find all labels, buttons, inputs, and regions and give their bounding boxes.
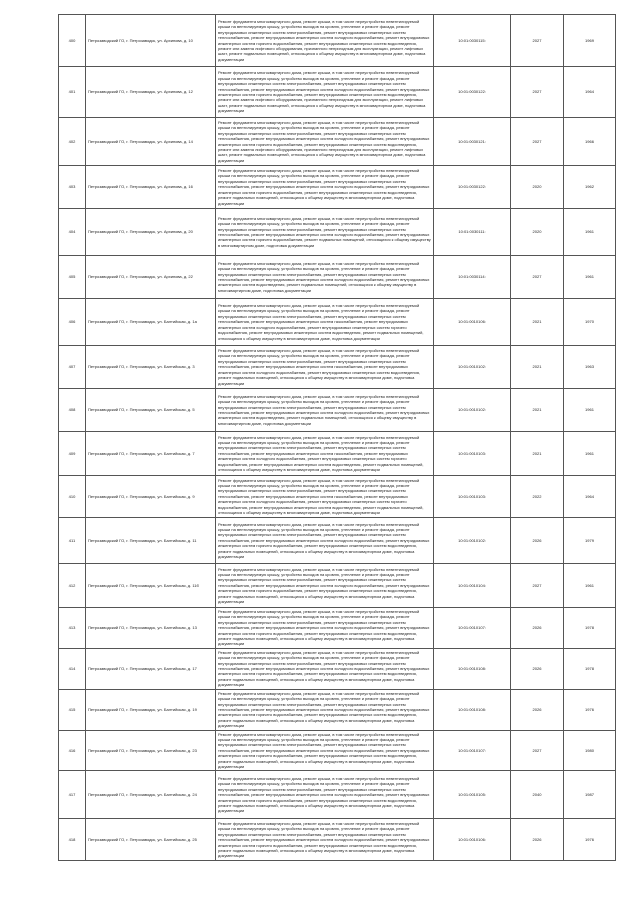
row-number: 405	[59, 256, 86, 299]
row-number: 411	[59, 518, 86, 564]
cadastral-number: 10:01:0010108:	[434, 648, 511, 689]
table-row	[59, 432, 616, 476]
table-row	[59, 648, 616, 689]
cadastral-number: 10:01:0010102:	[434, 346, 511, 389]
planned-year: 2021	[511, 346, 564, 389]
house-address: Петрозаводский ГО, г. Петрозаводск, ул. Балтийская, д. 9	[86, 476, 216, 518]
house-address: Петрозаводский ГО, г. Петрозаводск, ул. Балтийская, д. 24	[86, 771, 216, 819]
cadastral-number: 10:01:0010105:	[434, 771, 511, 819]
house-address: Петрозаводский ГО, г. Петрозаводск, ул. Архипова, д. 16	[86, 166, 216, 209]
construction-year: 1976	[564, 819, 616, 861]
cadastral-number: 10:01:0010102:	[434, 518, 511, 564]
works-list: Ремонт фундамента многоквартирного дома, ремонт крыши, в том числе переустройство невентилируемой крыши на вентилируемую крышу, устройство выходов на кровлю, утепление и ремонт фасада, ремонт внутридомовых инженерных систем электроснабжения, ремонт внутридомовых инженерных систем теплоснабжения, ремонт внутридомовых инженерных систем газоснабжения, ремонт внутридомовых инженерных систем холодного водоснабжения, ремонт внутридомовых инженерных систем горячего водоснабжения, ремонт внутридомовых инженерных систем водоотведения, ремонт подвальных помещений, относящихся к общему имуществу в многоквартирном доме, подготовка документации	[216, 432, 434, 476]
cadastral-number: 10:01:0030122:	[434, 166, 511, 209]
construction-year: 1970	[564, 299, 616, 346]
house-address: Петрозаводский ГО, г. Петрозаводск, ул. Балтийская, д. 7	[86, 432, 216, 476]
house-address: Петрозаводский ГО, г. Петрозаводск, ул. Балтийская, д. 23	[86, 730, 216, 771]
row-number: 406	[59, 299, 86, 346]
row-number: 404	[59, 209, 86, 256]
works-list: Ремонт фундамента многоквартирного дома, ремонт крыши, в том числе переустройство невентилируемой крыши на вентилируемую крышу, устройство выходов на кровлю, утепление и ремонт фасада, ремонт внутридомовых инженерных систем электроснабжения, ремонт внутридомовых инженерных систем теплоснабжения, ремонт внутридомовых инженерных систем холодного водоснабжения, ремонт внутридомовых инженерных систем горячего водоснабжения, ремонт подвальных помещений, относящихся к общему имуществу в многоквартирном доме, подготовка документации	[216, 209, 434, 256]
works-list: Ремонт фундамента многоквартирного дома, ремонт крыши, в том числе переустройство невентилируемой крыши на вентилируемую крышу, устройство выходов на кровлю, утепление и ремонт фасада, ремонт внутридомовых инженерных систем электроснабжения, ремонт внутридомовых инженерных систем теплоснабжения, ремонт внутридомовых инженерных систем холодного водоснабжения, ремонт внутридомовых инженерных систем горячего водоснабжения, ремонт внутридомовых инженерных систем водоотведения, ремонт или замена лифтового оборудования, признанного непригодным для эксплуатации, ремонт лифтовых шахт, ремонт подвальных помещений, относящихся к общему имуществу в многоквартирном доме, подготовка документации	[216, 67, 434, 118]
planned-year: 2021	[511, 299, 564, 346]
house-address: Петрозаводский ГО, г. Петрозаводск, ул. Балтийская, д. 11б	[86, 564, 216, 608]
construction-year: 1966	[564, 118, 616, 166]
cadastral-number: 10:01:0010108:	[434, 689, 511, 730]
construction-year: 1964	[564, 476, 616, 518]
table-row	[59, 518, 616, 564]
planned-year: 2027	[511, 15, 564, 67]
planned-year: 2022	[511, 476, 564, 518]
house-address: Петрозаводский ГО, г. Петрозаводск, ул. Архипова, д. 10	[86, 15, 216, 67]
house-address: Петрозаводский ГО, г. Петрозаводск, ул. Балтийская, д. 1а	[86, 299, 216, 346]
works-list: Ремонт фундамента многоквартирного дома, ремонт крыши, в том числе переустройство невентилируемой крыши на вентилируемую крышу, устройство выходов на кровлю, утепление и ремонт фасада, ремонт внутридомовых инженерных систем электроснабжения, ремонт внутридомовых инженерных систем теплоснабжения, ремонт внутридомовых инженерных систем холодного водоснабжения, ремонт внутридомовых инженерных систем горячего водоснабжения, ремонт внутридомовых инженерных систем водоотведения, ремонт подвальных помещений, относящихся к общему имуществу в многоквартирном доме, подготовка документации	[216, 166, 434, 209]
cadastral-number: 10:01:0030121:	[434, 118, 511, 166]
table-row	[59, 476, 616, 518]
cadastral-number: 10:01:0030114:	[434, 256, 511, 299]
works-list: Ремонт фундамента многоквартирного дома, ремонт крыши, в том числе переустройство невентилируемой крыши на вентилируемую крышу, устройство выходов на кровлю, утепление и ремонт фасада, ремонт внутридомовых инженерных систем электроснабжения, ремонт внутридомовых инженерных систем теплоснабжения, ремонт внутридомовых инженерных систем газоснабжения, ремонт внутридомовых инженерных систем холодного водоснабжения, ремонт внутридомовых инженерных систем водоотведения, ремонт подвальных помещений, относящихся к общему имуществу в многоквартирном доме, подготовка документации	[216, 346, 434, 389]
cadastral-number: 10:01:0010106:	[434, 819, 511, 861]
planned-year: 2026	[511, 608, 564, 649]
cadastral-number: 10:01:0030122:	[434, 67, 511, 118]
works-list: Ремонт фундамента многоквартирного дома, ремонт крыши, в том числе переустройство невентилируемой крыши на вентилируемую крышу, устройство выходов на кровлю, утепление и ремонт фасада, ремонт внутридомовых инженерных систем электроснабжения, ремонт внутридомовых инженерных систем теплоснабжения, ремонт внутридомовых инженерных систем холодного водоснабжения, ремонт внутридомовых инженерных систем водоотведения, ремонт подвальных помещений, относящихся к общему имуществу в многоквартирном доме, подготовка документации	[216, 256, 434, 299]
row-number: 407	[59, 346, 86, 389]
planned-year: 2027	[511, 256, 564, 299]
house-address: Петрозаводский ГО, г. Петрозаводск, ул. Архипова, д. 22	[86, 256, 216, 299]
works-list: Ремонт фундамента многоквартирного дома, ремонт крыши, в том числе переустройство невентилируемой крыши на вентилируемую крышу, устройство выходов на кровлю, утепление и ремонт фасада, ремонт внутридомовых инженерных систем электроснабжения, ремонт внутридомовых инженерных систем теплоснабжения, ремонт внутридомовых инженерных систем холодного водоснабжения, ремонт внутридомовых инженерных систем горячего водоснабжения, ремонт внутридомовых инженерных систем водоотведения, ремонт или замена лифтового оборудования, признанного непригодным для эксплуатации, ремонт лифтовых шахт, ремонт подвальных помещений, относящихся к общему имуществу в многоквартирном доме, подготовка документации	[216, 118, 434, 166]
construction-year: 1976	[564, 689, 616, 730]
construction-year: 1978	[564, 648, 616, 689]
works-list: Ремонт фундамента многоквартирного дома, ремонт крыши, в том числе переустройство невентилируемой крыши на вентилируемую крышу, устройство выходов на кровлю, утепление и ремонт фасада, ремонт внутридомовых инженерных систем электроснабжения, ремонт внутридомовых инженерных систем теплоснабжения, ремонт внутридомовых инженерных систем холодного водоснабжения, ремонт внутридомовых инженерных систем горячего водоснабжения, ремонт внутридомовых инженерных систем водоотведения, ремонт подвальных помещений, относящихся к общему имуществу в многоквартирном доме, подготовка документации	[216, 689, 434, 730]
planned-year: 2027	[511, 730, 564, 771]
house-address: Петрозаводский ГО, г. Петрозаводск, ул. Балтийская, д. 3	[86, 346, 216, 389]
table-row	[59, 67, 616, 118]
table-body	[59, 15, 616, 861]
house-address: Петрозаводский ГО, г. Петрозаводск, ул. Балтийская, д. 25	[86, 819, 216, 861]
planned-year: 2021	[511, 432, 564, 476]
house-address: Петрозаводский ГО, г. Петрозаводск, ул. Балтийская, д. 5	[86, 389, 216, 432]
works-list: Ремонт фундамента многоквартирного дома, ремонт крыши, в том числе переустройство невентилируемой крыши на вентилируемую крышу, устройство выходов на кровлю, утепление и ремонт фасада, ремонт внутридомовых инженерных систем электроснабжения, ремонт внутридомовых инженерных систем теплоснабжения, ремонт внутридомовых инженерных систем холодного водоснабжения, ремонт внутридомовых инженерных систем горячего водоснабжения, ремонт внутридомовых инженерных систем водоотведения, ремонт подвальных помещений, относящихся к общему имуществу в многоквартирном доме, подготовка документации	[216, 608, 434, 649]
works-list: Ремонт фундамента многоквартирного дома, ремонт крыши, в том числе переустройство невентилируемой крыши на вентилируемую крышу, устройство выходов на кровлю, утепление и ремонт фасада, ремонт внутридомовых инженерных систем электроснабжения, ремонт внутридомовых инженерных систем теплоснабжения, ремонт внутридомовых инженерных систем газоснабжения, ремонт внутридомовых инженерных систем холодного водоснабжения, ремонт внутридомовых инженерных систем горячего водоснабжения, ремонт внутридомовых инженерных систем водоотведения, ремонт подвальных помещений, относящихся к общему имуществу в многоквартирном доме, подготовка документации	[216, 476, 434, 518]
construction-year: 1961	[564, 432, 616, 476]
row-number: 402	[59, 118, 86, 166]
works-list: Ремонт фундамента многоквартирного дома, ремонт крыши, в том числе переустройство невентилируемой крыши на вентилируемую крышу, устройство выходов на кровлю, утепление и ремонт фасада, ремонт внутридомовых инженерных систем электроснабжения, ремонт внутридомовых инженерных систем теплоснабжения, ремонт внутридомовых инженерных систем газоснабжения, ремонт внутридомовых инженерных систем холодного водоснабжения, ремонт внутридомовых инженерных систем горячего водоснабжения, ремонт внутридомовых инженерных систем водоотведения, ремонт подвальных помещений, относящихся к общему имуществу в многоквартирном доме, подготовка документации	[216, 299, 434, 346]
planned-year: 2020	[511, 166, 564, 209]
row-number: 408	[59, 389, 86, 432]
construction-year: 1987	[564, 771, 616, 819]
works-list: Ремонт фундамента многоквартирного дома, ремонт крыши, в том числе переустройство невентилируемой крыши на вентилируемую крышу, устройство выходов на кровлю, утепление и ремонт фасада, ремонт внутридомовых инженерных систем электроснабжения, ремонт внутридомовых инженерных систем теплоснабжения, ремонт внутридомовых инженерных систем холодного водоснабжения, ремонт внутридомовых инженерных систем горячего водоснабжения, ремонт внутридомовых инженерных систем водоотведения, ремонт подвальных помещений, относящихся к общему имуществу в многоквартирном доме, подготовка документации	[216, 730, 434, 771]
works-list: Ремонт фундамента многоквартирного дома, ремонт крыши, в том числе переустройство невентилируемой крыши на вентилируемую крышу, устройство выходов на кровлю, утепление и ремонт фасада, ремонт внутридомовых инженерных систем электроснабжения, ремонт внутридомовых инженерных систем теплоснабжения, ремонт внутридомовых инженерных систем холодного водоснабжения, ремонт внутридомовых инженерных систем горячего водоснабжения, ремонт внутридомовых инженерных систем водоотведения, ремонт или замена лифтового оборудования, признанного непригодным для эксплуатации, ремонт лифтовых шахт, ремонт подвальных помещений, относящихся к общему имуществу в многоквартирном доме, подготовка документации	[216, 15, 434, 67]
construction-year: 1961	[564, 209, 616, 256]
row-number: 403	[59, 166, 86, 209]
row-number: 410	[59, 476, 86, 518]
house-address: Петрозаводский ГО, г. Петрозаводск, ул. Балтийская, д. 17	[86, 648, 216, 689]
planned-year: 2027	[511, 564, 564, 608]
table-row	[59, 15, 616, 67]
works-list: Ремонт фундамента многоквартирного дома, ремонт крыши, в том числе переустройство невентилируемой крыши на вентилируемую крышу, устройство выходов на кровлю, утепление и ремонт фасада, ремонт внутридомовых инженерных систем электроснабжения, ремонт внутридомовых инженерных систем теплоснабжения, ремонт внутридомовых инженерных систем холодного водоснабжения, ремонт внутридомовых инженерных систем горячего водоснабжения, ремонт внутридомовых инженерных систем водоотведения, ремонт подвальных помещений, относящихся к общему имуществу в многоквартирном доме, подготовка документации	[216, 564, 434, 608]
cadastral-number: 10:01:0010106:	[434, 299, 511, 346]
table-row	[59, 209, 616, 256]
construction-year: 1978	[564, 608, 616, 649]
cadastral-number: 10:01:0030115:	[434, 15, 511, 67]
cadastral-number: 10:01:0010107:	[434, 730, 511, 771]
house-address: Петрозаводский ГО, г. Петрозаводск, ул. Балтийская, д. 11	[86, 518, 216, 564]
planned-year: 2040	[511, 771, 564, 819]
works-list: Ремонт фундамента многоквартирного дома, ремонт крыши, в том числе переустройство невентилируемой крыши на вентилируемую крышу, устройство выходов на кровлю, утепление и ремонт фасада, ремонт внутридомовых инженерных систем электроснабжения, ремонт внутридомовых инженерных систем теплоснабжения, ремонт внутридомовых инженерных систем холодного водоснабжения, ремонт внутридомовых инженерных систем горячего водоснабжения, ремонт внутридомовых инженерных систем водоотведения, ремонт подвальных помещений, относящихся к общему имуществу в многоквартирном доме, подготовка документации	[216, 518, 434, 564]
table-row	[59, 689, 616, 730]
construction-year: 1969	[564, 15, 616, 67]
planned-year: 2020	[511, 209, 564, 256]
planned-year: 2027	[511, 67, 564, 118]
row-number: 414	[59, 648, 86, 689]
table-row	[59, 608, 616, 649]
planned-year: 2026	[511, 648, 564, 689]
table-row	[59, 299, 616, 346]
table-row	[59, 730, 616, 771]
house-address: Петрозаводский ГО, г. Петрозаводск, ул. Балтийская, д. 13	[86, 608, 216, 649]
table-row	[59, 256, 616, 299]
construction-year: 1962	[564, 166, 616, 209]
cadastral-number: 10:01:0010104:	[434, 564, 511, 608]
house-address: Петрозаводский ГО, г. Петрозаводск, ул. Архипова, д. 12	[86, 67, 216, 118]
table-row	[59, 819, 616, 861]
row-number: 415	[59, 689, 86, 730]
planned-year: 2021	[511, 389, 564, 432]
row-number: 412	[59, 564, 86, 608]
construction-year: 1979	[564, 518, 616, 564]
construction-year: 1961	[564, 256, 616, 299]
cadastral-number: 10:01:0010103:	[434, 476, 511, 518]
works-list: Ремонт фундамента многоквартирного дома, ремонт крыши, в том числе переустройство невентилируемой крыши на вентилируемую крышу, устройство выходов на кровлю, утепление и ремонт фасада, ремонт внутридомовых инженерных систем электроснабжения, ремонт внутридомовых инженерных систем теплоснабжения, ремонт внутридомовых инженерных систем холодного водоснабжения, ремонт внутридомовых инженерных систем горячего водоснабжения, ремонт внутридомовых инженерных систем водоотведения, ремонт подвальных помещений, относящихся к общему имуществу в многоквартирном доме, подготовка документации	[216, 648, 434, 689]
row-number: 417	[59, 771, 86, 819]
table-row	[59, 564, 616, 608]
planned-year: 2026	[511, 819, 564, 861]
construction-year: 1963	[564, 346, 616, 389]
construction-year: 1961	[564, 389, 616, 432]
table-row	[59, 166, 616, 209]
table-row	[59, 771, 616, 819]
table-row	[59, 118, 616, 166]
table-row	[59, 346, 616, 389]
house-address: Петрозаводский ГО, г. Петрозаводск, ул. Балтийская, д. 19	[86, 689, 216, 730]
cadastral-number: 10:01:0010102:	[434, 389, 511, 432]
planned-year: 2026	[511, 689, 564, 730]
works-list: Ремонт фундамента многоквартирного дома, ремонт крыши, в том числе переустройство невентилируемой крыши на вентилируемую крышу, устройство выходов на кровлю, утепление и ремонт фасада, ремонт внутридомовых инженерных систем электроснабжения, ремонт внутридомовых инженерных систем теплоснабжения, ремонт внутридомовых инженерных систем холодного водоснабжения, ремонт внутридомовых инженерных систем горячего водоснабжения, ремонт внутридомовых инженерных систем водоотведения, ремонт подвальных помещений, относящихся к общему имуществу в многоквартирном доме, подготовка документации	[216, 819, 434, 861]
row-number: 413	[59, 608, 86, 649]
row-number: 400	[59, 15, 86, 67]
capital-repair-table	[58, 14, 616, 861]
cadastral-number: 10:01:0010107:	[434, 608, 511, 649]
works-list: Ремонт фундамента многоквартирного дома, ремонт крыши, в том числе переустройство невентилируемой крыши на вентилируемую крышу, устройство выходов на кровлю, утепление и ремонт фасада, ремонт внутридомовых инженерных систем электроснабжения, ремонт внутридомовых инженерных систем теплоснабжения, ремонт внутридомовых инженерных систем холодного водоснабжения, ремонт внутридомовых инженерных систем водоотведения, ремонт подвальных помещений, относящихся к общему имуществу в многоквартирном доме, подготовка документации	[216, 389, 434, 432]
row-number: 418	[59, 819, 86, 861]
cadastral-number: 10:01:0030111:	[434, 209, 511, 256]
construction-year: 1961	[564, 564, 616, 608]
house-address: Петрозаводский ГО, г. Петрозаводск, ул. Архипова, д. 20	[86, 209, 216, 256]
construction-year: 1980	[564, 730, 616, 771]
row-number: 416	[59, 730, 86, 771]
house-address: Петрозаводский ГО, г. Петрозаводск, ул. Архипова, д. 14	[86, 118, 216, 166]
works-list: Ремонт фундамента многоквартирного дома, ремонт крыши, в том числе переустройство невентилируемой крыши на вентилируемую крышу, устройство выходов на кровлю, утепление и ремонт фасада, ремонт внутридомовых инженерных систем электроснабжения, ремонт внутридомовых инженерных систем теплоснабжения, ремонт внутридомовых инженерных систем холодного водоснабжения, ремонт внутридомовых инженерных систем горячего водоснабжения, ремонт внутридомовых инженерных систем водоотведения, ремонт подвальных помещений, относящихся к общему имуществу в многоквартирном доме, подготовка документации	[216, 771, 434, 819]
table-row	[59, 389, 616, 432]
planned-year: 2027	[511, 118, 564, 166]
construction-year: 1964	[564, 67, 616, 118]
planned-year: 2026	[511, 518, 564, 564]
row-number: 409	[59, 432, 86, 476]
row-number: 401	[59, 67, 86, 118]
cadastral-number: 10:01:0010103:	[434, 432, 511, 476]
